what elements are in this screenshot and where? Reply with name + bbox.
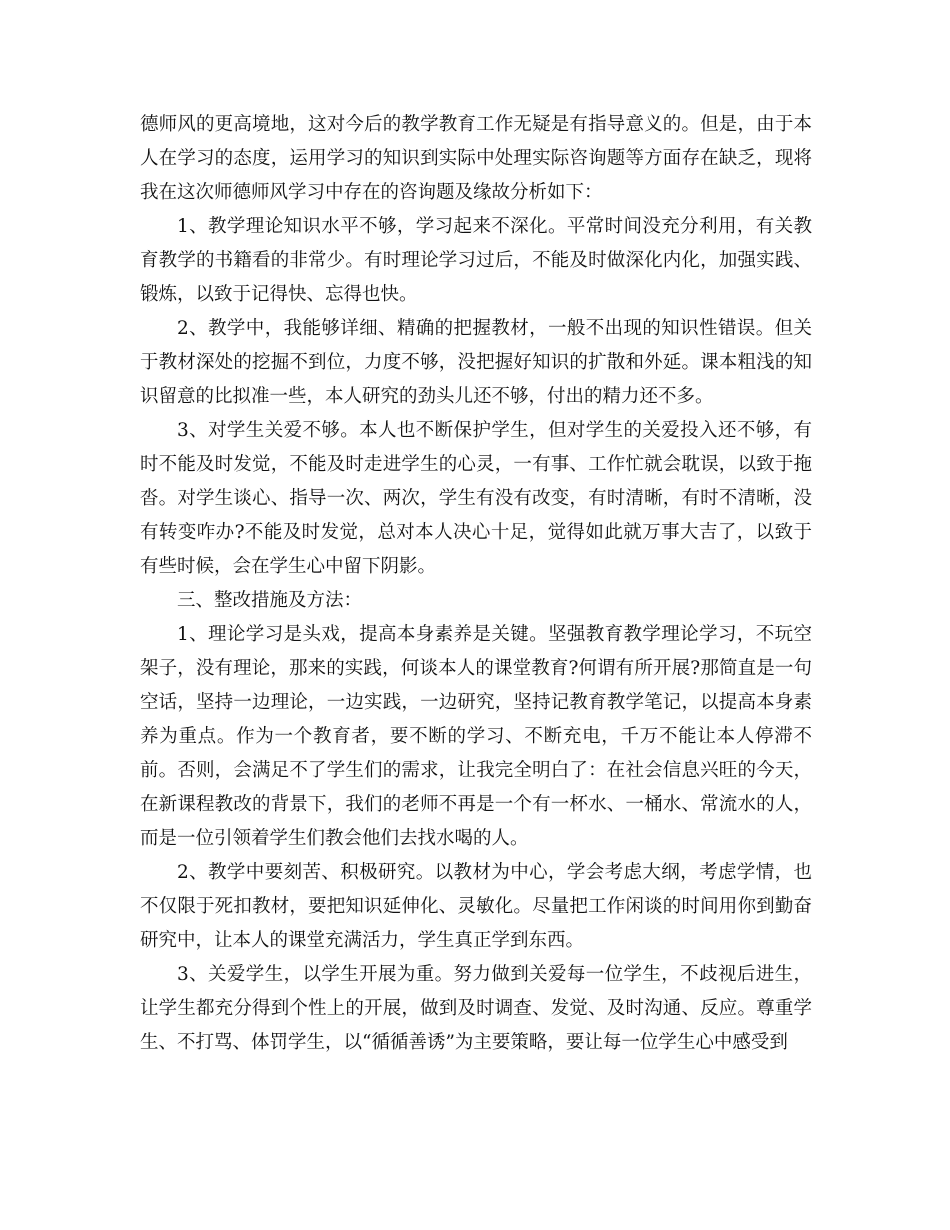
- paragraph-problem-3: 3、对学生关爱不够。本人也不断保护学生，但对学生的关爱投入还不够，有时不能及时发觉，不能及时走进学生的心灵，一有事、工作忙就会耽误，以致于拖沓。对学生谈心、指导一次、两次，学生有没有改变，有时清晰，有时不清晰，没有转变咋办?不能及时发觉，总对本人决心十足，觉得如此就万事大吉了，以致于有些时候，会在学生心中留下阴影。: [140, 420, 812, 577]
- paragraph-intro-continuation: 德师风的更高境地，这对今后的教学教育工作无疑是有指导意义的。但是，由于本人在学习的态度，运用学习的知识到实际中处理实际咨询题等方面存在缺乏，现将我在这次师德师风学习中存在的咨询题及缘故分析如下：: [140, 114, 812, 203]
- document-body: [140, 108, 812, 1060]
- paragraph-measure-3: 3、关爱学生，以学生开展为重。努力做到关爱每一位学生，不歧视后进生，让学生都充分得到个性上的开展，做到及时调查、发觉、及时沟通、反应。尊重学生、不打骂、体罚学生，以“循循善诱”为主要策略，要让每一位学生心中感受到: [140, 964, 812, 1053]
- paragraph-problem-2: 2、教学中，我能够详细、精确的把握教材，一般不出现的知识性错误。但关于教材深处的挖掘不到位，力度不够，没把握好知识的扩散和外延。课本粗浅的知识留意的比拟准一些，本人研究的劲头儿还不够，付出的精力还不多。: [140, 318, 812, 407]
- paragraph-measure-1: 1、理论学习是头戏，提高本身素养是关键。坚强教育教学理论学习，不玩空架子，没有理论，那来的实践，何谈本人的课堂教育?何谓有所开展?那简直是一句空话，坚持一边理论，一边实践，一边研究，坚持记教育教学笔记，以提高本身素养为重点。作为一个教育者，要不断的学习、不断充电，千万不能让本人停滞不前。否则，会满足不了学生们的需求，让我完全明白了：在社会信息兴旺的今天，在新课程教改的背景下，我们的老师不再是一个有一杯水、一桶水、常流水的人，而是一位引领着学生们教会他们去找水喝的人。: [140, 624, 812, 849]
- section-heading-measures: 三、整改措施及方法：: [177, 590, 363, 611]
- paragraph-measure-2: 2、教学中要刻苦、积极研究。以教材为中心，学会考虑大纲，考虑学情，也不仅限于死扣教材，要把知识延伸化、灵敏化。尽量把工作闲谈的时间用你到勤奋研究中，让本人的课堂充满活力，学生真正学到东西。: [140, 862, 812, 951]
- paragraph-problem-1: 1、教学理论知识水平不够，学习起来不深化。平常时间没充分利用，有关教育教学的书籍看的非常少。有时理论学习过后，不能及时做深化内化，加强实践、锻炼，以致于记得快、忘得也快。: [140, 216, 812, 305]
